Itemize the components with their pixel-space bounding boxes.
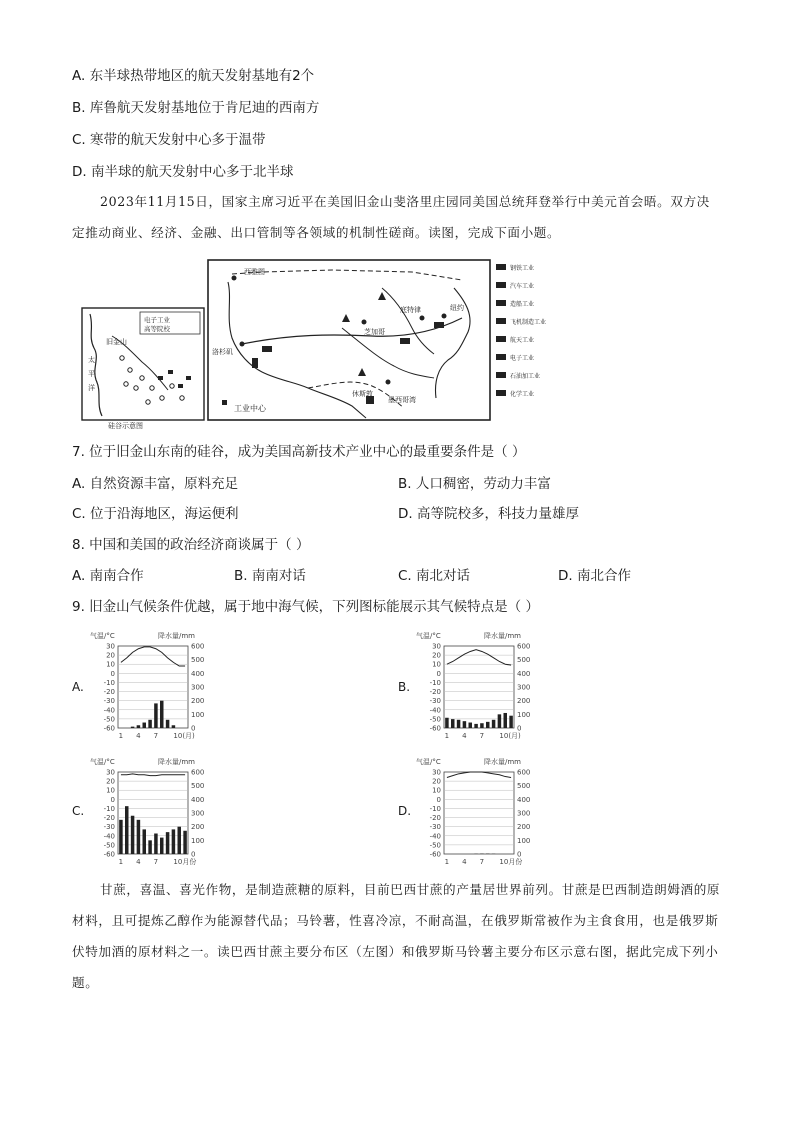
plot-frame	[118, 646, 188, 728]
precip-tick-label: 100	[517, 710, 531, 719]
temp-tick-label: 30	[432, 768, 441, 777]
precip-tick-label: 300	[191, 809, 205, 818]
temp-tick-label: -40	[429, 832, 441, 841]
plot-frame	[444, 772, 514, 854]
month-tick-label: 1	[118, 858, 124, 866]
q7-option-c[interactable]: C. 位于沿海地区，海运便利	[72, 506, 239, 522]
precip-tick-label: 400	[191, 795, 205, 804]
month-tick-label: 10(月)	[499, 732, 521, 740]
precip-bar	[183, 831, 187, 854]
intro-paragraph-crops: 甘蔗，喜温、喜光作物，是制造蔗糖的原料，目前巴西甘蔗的产量居世界前列。甘蔗是巴西制造朗姆酒的原材料，且可提炼乙醇作为能源替代品；马铃薯，性喜冷凉，不耐高温，在俄罗斯常被作为主食食用，也是俄罗斯伏特加酒的原材料之一。读巴西甘蔗主要分布区（左图）和俄罗斯马铃薯主要分布区示意右图，据此完成下列小题。	[72, 882, 721, 990]
precip-bar	[119, 820, 123, 854]
precip-bar	[148, 840, 152, 854]
temp-axis-label: 气温/°C	[90, 758, 115, 766]
temp-axis-label: 气温/°C	[416, 758, 441, 766]
precip-bar	[160, 701, 164, 728]
temp-tick-label: 30	[106, 768, 115, 777]
svg-text:洋: 洋	[88, 384, 95, 392]
q7-option-d[interactable]: D. 高等院校多，科技力量雄厚	[398, 506, 579, 522]
month-tick-label: 7	[479, 858, 485, 866]
month-tick-label: 10月份	[173, 858, 197, 866]
temp-tick-label: 0	[436, 669, 441, 678]
industry-legend	[496, 264, 546, 398]
map-figure	[82, 258, 547, 430]
svg-text:太: 太	[88, 356, 95, 364]
precip-tick-label: 200	[191, 823, 205, 832]
q7-option-b[interactable]: B. 人口稠密，劳动力丰富	[398, 476, 551, 492]
temp-tick-label: -30	[429, 823, 441, 832]
precip-tick-label: 0	[517, 724, 522, 733]
precip-bar	[125, 806, 129, 854]
temp-tick-label: -50	[429, 841, 441, 850]
prev-option-c: C. 寒带的航天发射中心多于温带	[72, 132, 266, 148]
precip-bar	[463, 721, 467, 728]
question-7-stem: 7. 位于旧金山东南的硅谷，成为美国高新技术产业中心的最重要条件是（ ）	[72, 444, 526, 460]
precip-tick-label: 200	[191, 697, 205, 706]
main-legend-text: 工业中心	[234, 404, 266, 413]
precip-tick-label: 100	[517, 836, 531, 845]
temp-tick-label: -10	[103, 804, 115, 813]
temp-tick-label: -20	[103, 688, 115, 697]
temp-tick-label: -10	[103, 678, 115, 687]
inset-label-city: 旧金山	[106, 338, 127, 346]
prev-option-a: A. 东半球热带地区的航天发射基地有2个	[72, 68, 315, 84]
temp-tick-label: 0	[436, 795, 441, 804]
precip-tick-label: 200	[517, 823, 531, 832]
precip-bar	[172, 725, 176, 728]
map-label-detroit: 底特律	[400, 306, 421, 314]
temp-tick-label: 10	[106, 786, 115, 795]
month-tick-label: 7	[153, 732, 159, 740]
temp-tick-label: 20	[432, 651, 441, 660]
month-tick-label: 1	[444, 732, 450, 740]
temp-tick-label: -50	[103, 715, 115, 724]
temp-tick-label: -40	[103, 832, 115, 841]
main-map-frame	[208, 260, 490, 420]
month-tick-label: 7	[153, 858, 159, 866]
svg-text:飞机制造工业: 飞机制造工业	[510, 319, 547, 326]
temp-tick-label: -50	[103, 841, 115, 850]
svg-text:钢铁工业: 钢铁工业	[510, 265, 535, 272]
temp-tick-label: -10	[429, 804, 441, 813]
precip-axis-label: 降水量/mm	[484, 632, 521, 640]
precip-tick-label: 300	[517, 683, 531, 692]
precip-bar	[154, 834, 158, 855]
precip-bar	[166, 720, 170, 728]
prev-option-d: D. 南半球的航天发射中心多于北半球	[72, 164, 294, 180]
q9-option-a-letter[interactable]: A.	[72, 680, 84, 694]
temp-tick-label: 30	[432, 642, 441, 651]
precip-axis-label: 降水量/mm	[158, 758, 195, 766]
precip-tick-label: 300	[517, 809, 531, 818]
precip-bar	[451, 719, 455, 728]
precip-bar	[131, 816, 135, 854]
q9-option-b-letter[interactable]: B.	[398, 680, 411, 694]
temp-tick-label: 0	[110, 669, 115, 678]
climate-chart-d[interactable]	[414, 754, 546, 872]
precip-tick-label: 400	[517, 669, 531, 678]
precip-tick-label: 600	[517, 768, 531, 777]
month-tick-label: 1	[118, 732, 124, 740]
precip-tick-label: 0	[191, 850, 196, 859]
temp-tick-label: -50	[429, 715, 441, 724]
inset-legend-1: 电子工业	[144, 316, 170, 324]
month-tick-label: 7	[479, 732, 485, 740]
temp-axis-label: 气温/°C	[416, 632, 441, 640]
temp-axis-label: 气温/°C	[90, 632, 115, 640]
precip-bar	[509, 716, 512, 728]
temp-tick-label: 10	[432, 660, 441, 669]
svg-text:航天工业: 航天工业	[510, 337, 535, 344]
inset-caption: 硅谷示意图	[108, 422, 143, 430]
precip-bar	[154, 703, 158, 728]
map-label-seattle: 西雅图	[244, 268, 265, 276]
month-tick-label: 4	[136, 858, 141, 866]
temp-tick-label: -40	[103, 706, 115, 715]
precip-tick-label: 600	[517, 642, 531, 651]
map-label-chicago: 芝加哥	[364, 328, 385, 336]
precip-bar	[469, 723, 473, 728]
precip-bar	[160, 838, 164, 854]
precip-bar	[486, 722, 490, 728]
svg-text:平: 平	[88, 370, 95, 378]
precip-tick-label: 0	[517, 850, 522, 859]
temp-tick-label: -30	[429, 697, 441, 706]
temp-tick-label: -60	[103, 724, 115, 733]
temp-tick-label: 10	[106, 660, 115, 669]
precip-bar	[480, 723, 484, 728]
temp-tick-label: -60	[103, 850, 115, 859]
precip-bar	[457, 720, 461, 728]
intro-paragraph-summit: 2023年11月15日，国家主席习近平在美国旧金山斐洛里庄园同美国总统拜登举行中美元首会晤。双方决定推动商业、经济、金融、出口管制等各领域的机制性磋商。读图，完成下面小题。	[72, 194, 710, 240]
temp-tick-label: -20	[429, 688, 441, 697]
precip-tick-label: 200	[517, 697, 531, 706]
precip-tick-label: 600	[191, 768, 205, 777]
climate-chart-b[interactable]	[414, 628, 546, 746]
q7-option-a[interactable]: A. 自然资源丰富，原料充足	[72, 476, 239, 492]
temp-tick-label: -10	[429, 678, 441, 687]
temp-tick-label: 10	[432, 786, 441, 795]
q9-option-c-letter[interactable]: C.	[72, 804, 85, 818]
temp-tick-label: 0	[110, 795, 115, 804]
temp-tick-label: -30	[103, 697, 115, 706]
precip-bar	[166, 832, 170, 854]
q9-option-d-letter[interactable]: D.	[398, 804, 412, 818]
q8-option-b[interactable]: B. 南南对话	[234, 568, 306, 584]
svg-text:电子工业: 电子工业	[510, 355, 535, 362]
temp-tick-label: -20	[429, 814, 441, 823]
precip-tick-label: 600	[191, 642, 205, 651]
precip-bar	[178, 827, 182, 854]
inset-legend-2: 高等院校	[144, 325, 170, 333]
climate-chart-c[interactable]	[88, 754, 220, 872]
question-9-stem: 9. 旧金山气候条件优越，属于地中海气候，下列图标能展示其气候特点是（ ）	[72, 599, 539, 615]
map-label-gulf: 墨西哥湾	[388, 396, 416, 404]
month-tick-label: 4	[136, 732, 141, 740]
month-tick-label: 4	[462, 858, 467, 866]
precip-tick-label: 500	[517, 656, 531, 665]
temp-line	[121, 647, 185, 666]
precip-tick-label: 500	[517, 782, 531, 791]
svg-text:汽车工业: 汽车工业	[510, 283, 535, 290]
precip-tick-label: 100	[191, 710, 205, 719]
precip-tick-label: 500	[191, 782, 205, 791]
temp-tick-label: 20	[106, 777, 115, 786]
temp-tick-label: -60	[429, 850, 441, 859]
precip-tick-label: 500	[191, 656, 205, 665]
temp-tick-label: 30	[106, 642, 115, 651]
map-svg	[82, 258, 547, 430]
precip-bar	[131, 727, 135, 728]
q8-option-a[interactable]: A. 南南合作	[72, 568, 144, 584]
svg-text:造船工业: 造船工业	[510, 301, 535, 308]
precip-tick-label: 300	[191, 683, 205, 692]
prev-option-b: B. 库鲁航天发射基地位于肯尼迪的西南方	[72, 100, 320, 116]
temp-tick-label: -30	[103, 823, 115, 832]
precip-bar	[137, 820, 141, 854]
month-tick-label: 10(月)	[173, 732, 195, 740]
precip-bar	[504, 713, 508, 728]
precip-bar	[148, 720, 152, 728]
map-label-houston: 休斯敦	[352, 390, 373, 398]
temp-tick-label: 20	[432, 777, 441, 786]
precip-axis-label: 降水量/mm	[158, 632, 195, 640]
map-label-ny: 纽约	[450, 304, 464, 312]
month-tick-label: 1	[444, 858, 450, 866]
precip-bar	[172, 829, 176, 854]
precip-bar	[137, 725, 141, 728]
temp-tick-label: -60	[429, 724, 441, 733]
precip-tick-label: 100	[191, 836, 205, 845]
temp-line	[447, 650, 511, 665]
precip-tick-label: 0	[191, 724, 196, 733]
precip-axis-label: 降水量/mm	[484, 758, 521, 766]
precip-bar	[492, 720, 496, 728]
precip-tick-label: 400	[191, 669, 205, 678]
question-8-stem: 8. 中国和美国的政治经济商谈属于（ ）	[72, 537, 310, 553]
precip-tick-label: 400	[517, 795, 531, 804]
q8-option-c[interactable]: C. 南北对话	[398, 568, 471, 584]
precip-bar	[143, 723, 147, 728]
precip-bar	[143, 829, 147, 854]
map-label-la: 洛杉矶	[212, 348, 233, 356]
temp-line	[121, 774, 185, 776]
precip-bar	[474, 724, 478, 728]
month-tick-label: 10月份	[499, 858, 523, 866]
month-tick-label: 4	[462, 732, 467, 740]
q8-option-d[interactable]: D. 南北合作	[558, 568, 631, 584]
precip-bar	[498, 714, 502, 728]
svg-text:化学工业: 化学工业	[510, 391, 535, 398]
svg-text:石油加工业: 石油加工业	[510, 373, 541, 380]
climate-chart-a[interactable]	[88, 628, 220, 746]
temp-line	[447, 772, 511, 777]
temp-tick-label: -40	[429, 706, 441, 715]
temp-tick-label: -20	[103, 814, 115, 823]
temp-tick-label: 20	[106, 651, 115, 660]
precip-bar	[445, 718, 449, 728]
